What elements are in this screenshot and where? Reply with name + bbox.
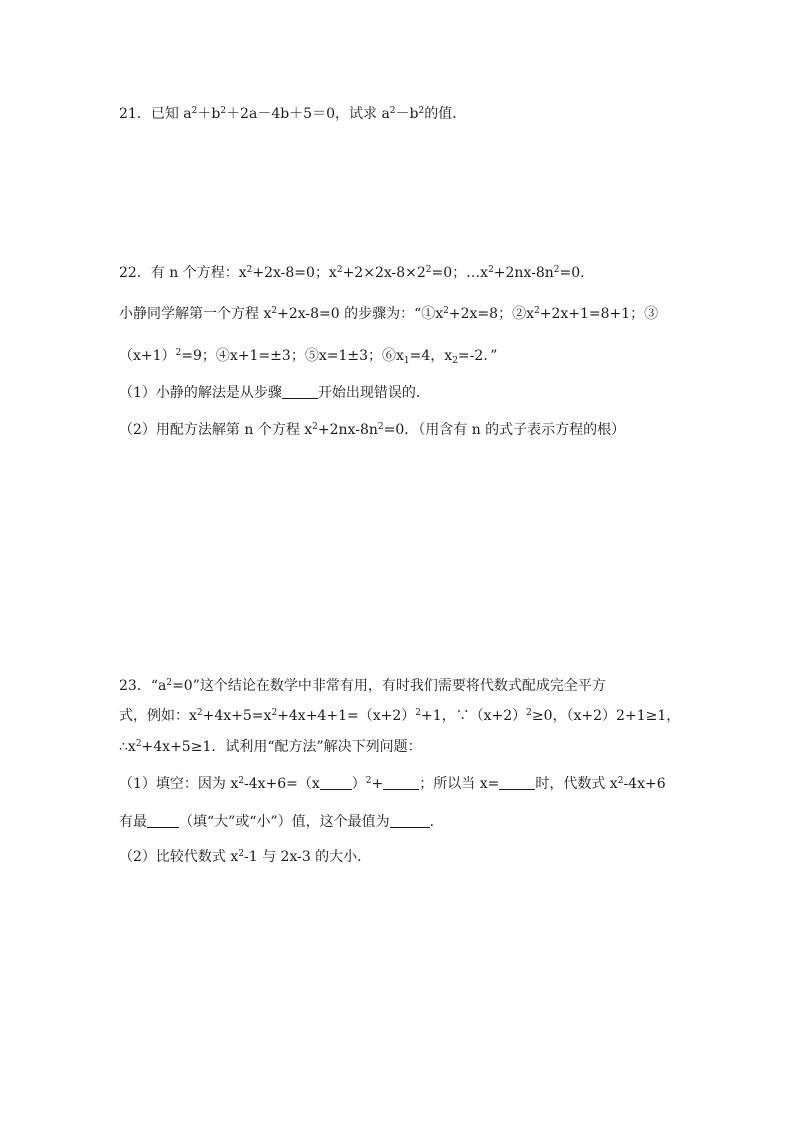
step-marker-5: ⑤ [304,348,319,364]
question-23-part-2: （2）比较代数式 $x^2-1$ 与 2x-3 的大小． [119,849,372,865]
question-22-part-1: （1）小静的解法是从步骤 开始出现错误的． [119,385,430,401]
question-23-example-conclusion: $\therefore x^2+4x+5\ge 1$．试利用“配方法”解决下列问题： [119,739,422,755]
answer-blank[interactable] [499,776,535,790]
question-23-title: 23．“$a^2=0$”这个结论在数学中非常有用，有时我们需要将代数式配成完全平方 [119,678,606,694]
question-22-part-2: （2）用配方法解第 n 个方程 $x^2+2nx-8n^2=0$．（用含有 n 的式子表示方程的根） [119,422,626,438]
question-22-title: 22．有 n 个方程：$x^2+2x-8=0$；$x^2+2\times 2x-8\times 2^2=0$；$\dots x^2+2nx-8n^2=0$． [119,265,595,281]
question-23-example: 式，例如：$x^2+4x+5=x^2+4x+4+1=(x+2)^2+1$，$\because(x+2)^2\ge 0$，（x+2）2+1≥1， [119,708,681,724]
step-marker-2: ② [512,306,527,322]
answer-blank[interactable] [282,385,318,399]
question-22-steps-line2: $(x+1)^2=9$；④x+1=±3；⑤x=1±3；$⑥x_1=4$，$x_2=-2$．” [119,348,498,366]
question-23-part-1: （1）填空：因为 $x^2-4x+6=(x$ ）$^2$+ ；所以当 x= 时，代数式 $x^2-4x+6$ [119,776,666,792]
question-23-part-1-cont: 有最 （填“大”或“小”）值，这个最值为 ． [119,814,444,830]
step-marker-1: ① [421,306,436,322]
question-21: 21．已知 $a^2+b^2+2a-4b+5=0$，试求 $a^2-b^2$的值． [119,106,467,122]
step-marker-3: ③ [644,306,659,322]
step-marker-6: ⑥ [382,348,396,364]
step-marker-4: ④ [215,348,230,364]
answer-blank[interactable] [147,814,179,828]
q21-text: 21．已知 a [119,106,192,122]
answer-blank[interactable] [390,814,430,828]
answer-blank[interactable] [320,776,352,790]
question-22-steps-line1: 小静同学解第一个方程 $x^2+2x-8=0$ 的步骤为：“$①x^2+2x=8$；$②x^2+2x+1=8+1$；③ [119,306,659,322]
answer-blank[interactable] [383,776,419,790]
